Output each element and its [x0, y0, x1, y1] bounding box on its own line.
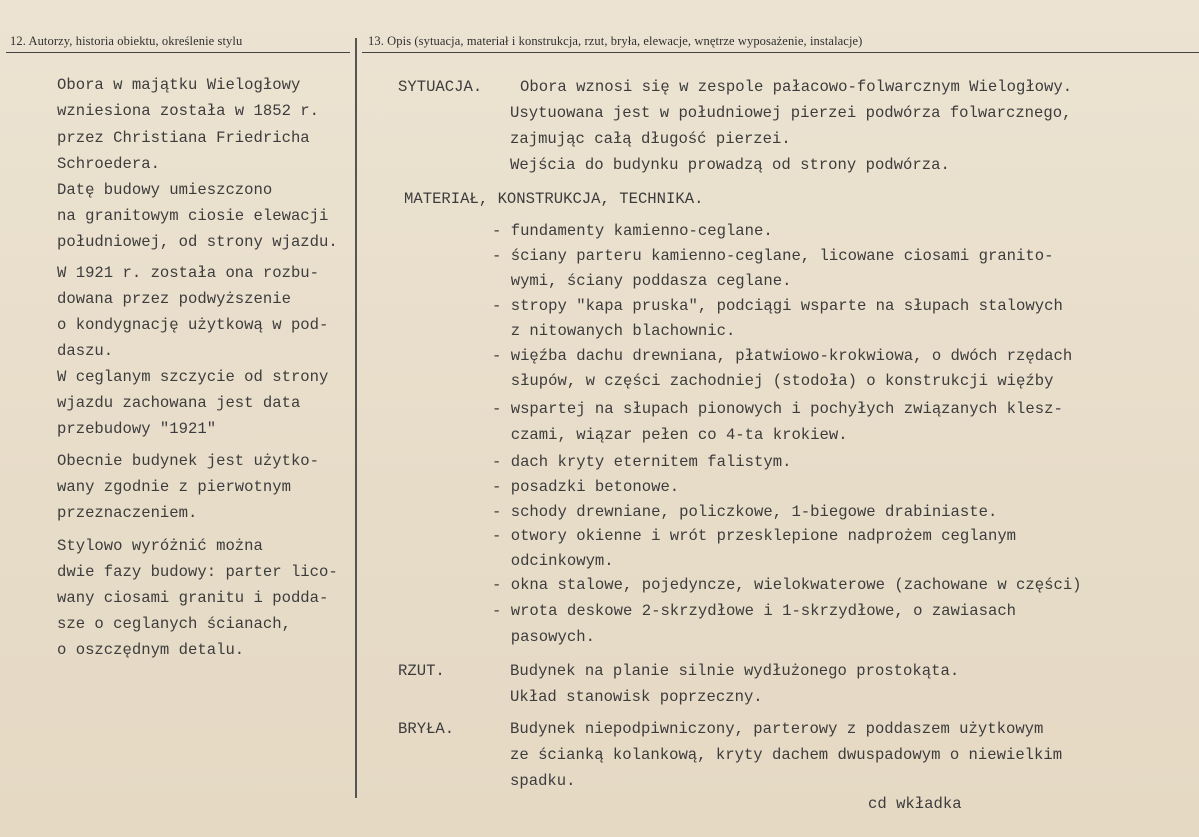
left-text-line: południowej, od strony wjazdu.: [57, 233, 338, 251]
material-item: - dach kryty eternitem falistym.: [492, 453, 792, 471]
material-item: - okna stalowe, pojedyncze, wielokwaterowe (zachowane w części): [492, 576, 1082, 594]
material-item: - schody drewniane, policzkowe, 1-biegowe drabiniaste.: [492, 503, 998, 521]
rzut-line: Układ stanowisk poprzeczny.: [510, 688, 763, 706]
material-item: - otwory okienne i wrót przesklepione nadprożem ceglanym: [492, 527, 1017, 545]
left-text-line: Stylowo wyróżnić można: [57, 537, 263, 555]
column-divider: [355, 38, 357, 798]
material-item: - wrota deskowe 2-skrzydłowe i 1-skrzydłowe, o zawiasach: [492, 602, 1017, 620]
material-item: wymi, ściany poddasza ceglane.: [492, 272, 792, 290]
left-text-line: wzniesiona została w 1852 r.: [57, 102, 320, 120]
header-underline-left: [6, 52, 350, 53]
left-text-line: o kondygnację użytkową w pod-: [57, 316, 329, 334]
bryla-line: ze ścianką kolankową, kryty dachem dwuspadowym o niewielkim: [510, 746, 1063, 764]
left-text-line: przebudowy "1921": [57, 420, 217, 438]
sytuacja-label: SYTUACJA.: [398, 78, 483, 96]
bryla-label: BRYŁA.: [398, 720, 455, 738]
left-text-line: o oszczędnym detalu.: [57, 641, 245, 659]
continuation-note: cd wkładka: [868, 795, 962, 813]
left-text-line: na granitowym ciosie elewacji: [57, 207, 329, 225]
left-text-line: przeznaczeniem.: [57, 504, 198, 522]
sytuacja-line: zajmując całą długość pierzei.: [510, 130, 791, 148]
material-item: odcinkowym.: [492, 552, 614, 570]
material-item: - fundamenty kamienno-ceglane.: [492, 222, 773, 240]
left-text-line: przez Christiana Friedricha: [57, 129, 310, 147]
section-12-header: 12. Autorzy, historia obiektu, określenie stylu: [10, 34, 243, 48]
left-text-line: dowana przez podwyższenie: [57, 290, 291, 308]
material-item: czami, wiązar pełen co 4-ta krokiew.: [492, 426, 848, 444]
bryla-line: spadku.: [510, 772, 576, 790]
left-text-line: Schroedera.: [57, 155, 160, 173]
left-text-line: W ceglanym szczycie od strony: [57, 368, 329, 386]
left-text-line: Obecnie budynek jest użytko-: [57, 452, 320, 470]
bryla-line: Budynek niepodpiwniczony, parterowy z poddaszem użytkowym: [510, 720, 1044, 738]
left-text-line: sze o ceglanych ścianach,: [57, 615, 291, 633]
material-item: - posadzki betonowe.: [492, 478, 680, 496]
material-item: słupów, w części zachodniej (stodoła) o konstrukcji więźby: [492, 372, 1054, 390]
material-item: pasowych.: [492, 628, 595, 646]
left-text-line: wany zgodnie z pierwotnym: [57, 478, 291, 496]
rzut-label: RZUT.: [398, 662, 445, 680]
rzut-line: Budynek na planie silnie wydłużonego prostokąta.: [510, 662, 960, 680]
material-item: - więźba dachu drewniana, płatwiowo-krokwiowa, o dwóch rzędach: [492, 347, 1073, 365]
left-text-line: wany ciosami granitu i podda-: [57, 589, 329, 607]
material-item: - ściany parteru kamienno-ceglane, licowane ciosami granito-: [492, 247, 1054, 265]
section-13-header: 13. Opis (sytuacja, materiał i konstrukcja, rzut, bryła, elewacje, wnętrze wyposażenie, instalacje): [368, 34, 863, 48]
left-text-line: W 1921 r. została ona rozbu-: [57, 264, 320, 282]
left-text-line: daszu.: [57, 342, 114, 360]
header-underline-right: [362, 52, 1199, 53]
left-text-line: Obora w majątku Wielogłowy: [57, 76, 301, 94]
material-item: - wspartej na słupach pionowych i pochyłych związanych klesz-: [492, 400, 1063, 418]
material-label: MATERIAŁ, KONSTRUKCJA, TECHNIKA.: [404, 190, 704, 208]
material-item: - stropy "kapa pruska", podciągi wsparte na słupach stalowych: [492, 297, 1063, 315]
left-text-line: dwie fazy budowy: parter lico-: [57, 563, 338, 581]
sytuacja-line: Obora wznosi się w zespole pałacowo-folwarcznym Wielogłowy.: [520, 78, 1073, 96]
left-text-line: wjazdu zachowana jest data: [57, 394, 301, 412]
material-item: z nitowanych blachownic.: [492, 322, 736, 340]
sytuacja-line: Wejścia do budynku prowadzą od strony podwórza.: [510, 156, 950, 174]
left-text-line: Datę budowy umieszczono: [57, 181, 273, 199]
sytuacja-line: Usytuowana jest w południowej pierzei podwórza folwarcznego,: [510, 104, 1072, 122]
